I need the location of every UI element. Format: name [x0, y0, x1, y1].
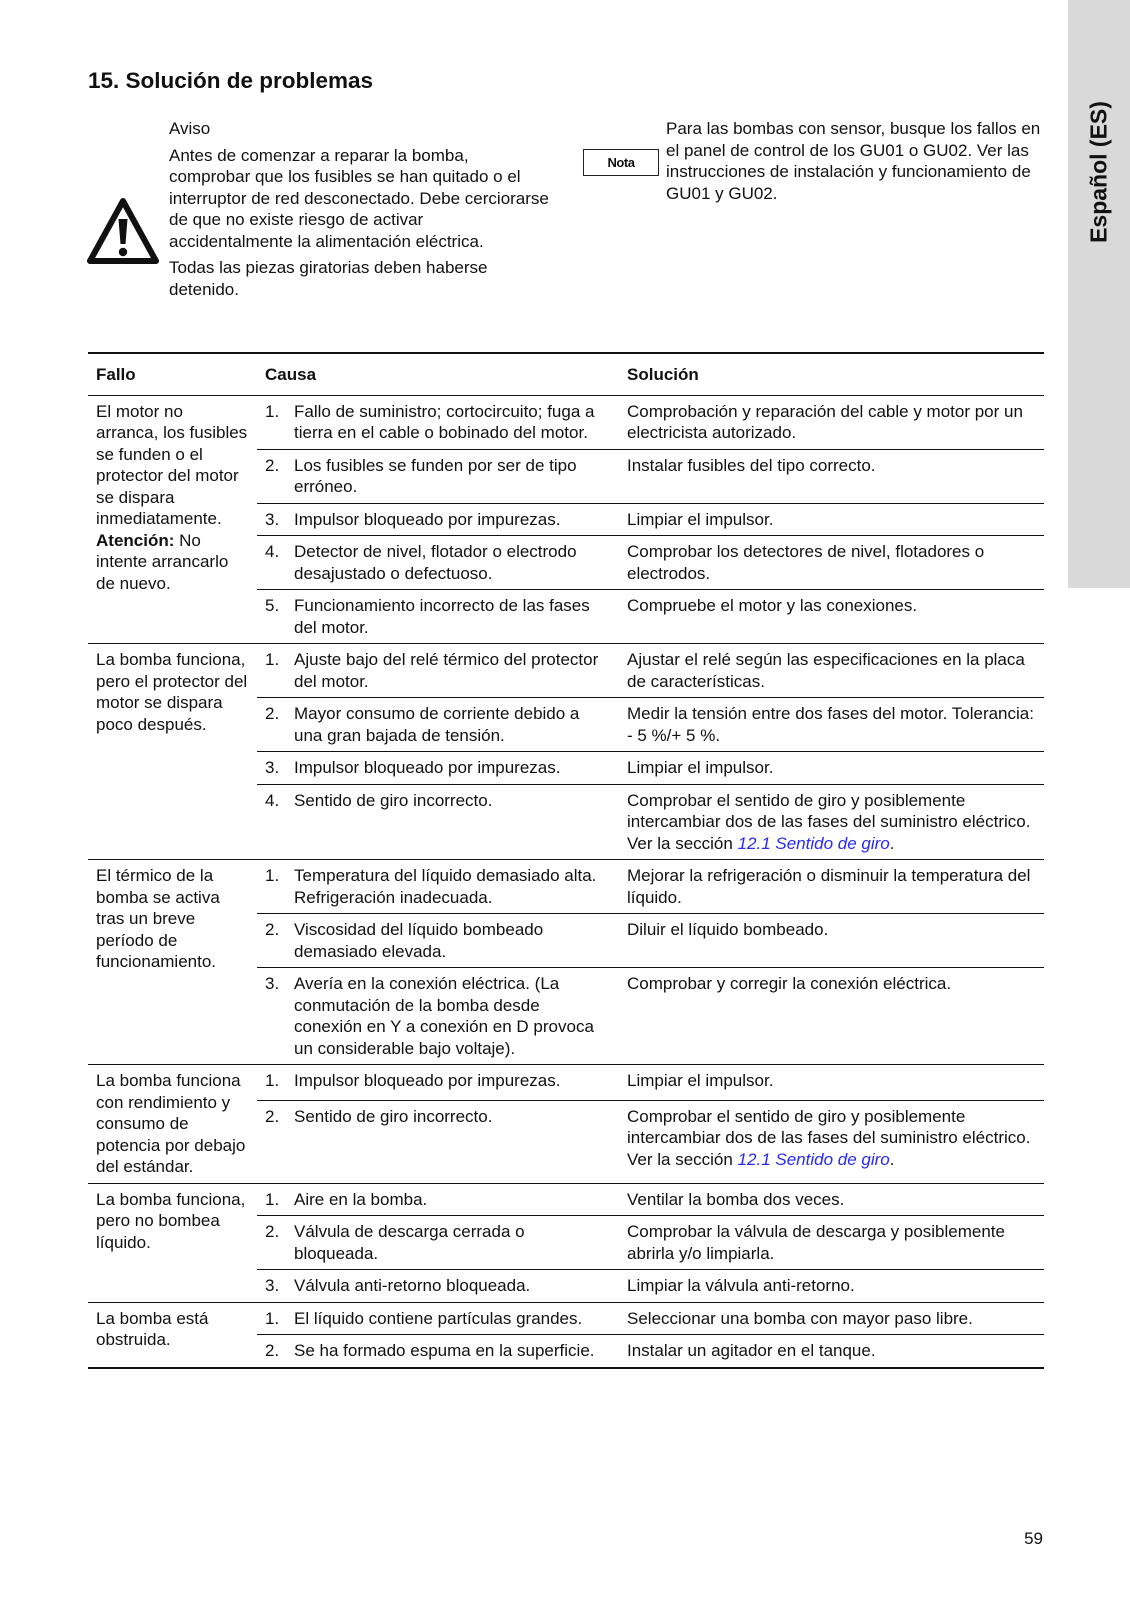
fault-text: El motor no arranca, los fusibles se funden o el protector del motor se dispara inmediatamente.	[96, 401, 248, 528]
table-row	[88, 860, 1044, 914]
warning-paragraph-1: Antes de comenzar a reparar la bomba, comprobar que los fusibles se han quitado o el interruptor de red desconectado. Debe cerciorarse de que no existe riesgo de activar accidentalmente la alimentación eléctrica.	[169, 145, 549, 251]
fault-text: La bomba está obstruida.	[96, 1308, 209, 1349]
solution-cell	[619, 1183, 1044, 1216]
solution-cell	[619, 590, 1044, 644]
cause-number: 1.	[265, 1189, 280, 1209]
cause-cell	[257, 449, 619, 503]
cause-number: 4.	[265, 542, 280, 561]
solution-cell	[619, 968, 1044, 1065]
solution-text-end: .	[889, 1149, 895, 1169]
solution-text: Limpiar el impulsor.	[627, 758, 774, 777]
table-row	[88, 1065, 1044, 1101]
cause-number: 3.	[265, 974, 280, 993]
cause-text: Válvula anti-retorno bloqueada.	[294, 1276, 531, 1295]
cause-text: Aire en la bomba.	[294, 1189, 428, 1209]
fault-attention-text: No intente arrancarlo de nuevo.	[96, 530, 229, 593]
solution-text: Compruebe el motor y las conexiones.	[627, 596, 918, 615]
cause-text: Los fusibles se funden por ser de tipo erróneo.	[294, 455, 577, 496]
solution-cell	[619, 914, 1044, 968]
fault-cell	[88, 1183, 257, 1302]
table-row	[88, 395, 1044, 449]
solution-cell	[619, 698, 1044, 752]
cause-text: Sentido de giro incorrecto.	[294, 790, 493, 810]
fault-text: La bomba funciona, pero el protector del motor se dispara poco después.	[96, 650, 248, 734]
cause-text: Mayor consumo de corriente debido a una gran bajada de tensión.	[294, 704, 580, 745]
solution-cell	[619, 1216, 1044, 1270]
cause-number: 1.	[265, 401, 280, 421]
note-text: Para las bombas con sensor, busque los fallos en el panel de control de los GU01 o GU02. Ver las instrucciones de instalación y funcionamiento de GU01 y GU02.	[666, 119, 1041, 203]
solution-text: Instalar fusibles del tipo correcto.	[627, 455, 876, 475]
cause-number: 1.	[265, 1071, 280, 1090]
cause-text: Fallo de suministro; cortocircuito; fuga a tierra en el cable o bobinado del motor.	[294, 401, 595, 442]
cause-text: Ajuste bajo del relé térmico del protector del motor.	[294, 650, 599, 691]
solution-text: Comprobar el sentido de giro y posiblemente intercambiar dos de las fases del suministro eléctrico. Ver la sección	[627, 1106, 1031, 1169]
cause-cell	[257, 395, 619, 449]
fault-cell	[88, 1065, 257, 1184]
fault-cell	[88, 1302, 257, 1368]
cause-text: Válvula de descarga cerrada o bloqueada.	[294, 1222, 525, 1263]
solution-cell	[619, 395, 1044, 449]
header-causa: Causa	[257, 353, 619, 395]
page-number: 59	[1024, 1529, 1043, 1548]
cause-cell	[257, 1216, 619, 1270]
solution-cell	[619, 1335, 1044, 1368]
warning-paragraph-2: Todas las piezas giratorias deben haberse detenido.	[169, 258, 488, 299]
cause-number: 2.	[265, 1341, 280, 1360]
solution-text: Mejorar la refrigeración o disminuir la temperatura del líquido.	[627, 866, 1031, 907]
cause-cell	[257, 698, 619, 752]
cause-cell	[257, 644, 619, 698]
cause-number: 3.	[265, 509, 280, 529]
cause-text: Funcionamiento incorrecto de las fases del motor.	[294, 596, 590, 637]
fault-cell	[88, 860, 257, 1065]
solution-text: Limpiar el impulsor.	[627, 1071, 774, 1090]
cause-number: 2.	[265, 1106, 280, 1126]
cause-number: 2.	[265, 920, 280, 939]
cause-cell	[257, 1270, 619, 1303]
cause-text: Temperatura del líquido demasiado alta. Refrigeración inadecuada.	[294, 866, 597, 907]
solution-text: Limpiar la válvula anti-retorno.	[627, 1276, 855, 1295]
solution-text-end: .	[889, 833, 895, 853]
solution-text: Seleccionar una bomba con mayor paso libre.	[627, 1308, 973, 1328]
fault-cell	[88, 644, 257, 860]
cause-cell	[257, 1335, 619, 1368]
solution-text: Comprobar el sentido de giro y posiblemente intercambiar dos de las fases del suministro eléctrico. Ver la sección	[627, 790, 1031, 853]
section-reference-link[interactable]: 12.1 Sentido de giro	[737, 1149, 890, 1169]
solution-text: Limpiar el impulsor.	[627, 509, 774, 529]
language-tab	[1068, 0, 1130, 588]
solution-text: Comprobación y reparación del cable y motor por un electricista autorizado.	[627, 401, 1023, 442]
note-label: Nota	[583, 149, 659, 176]
fault-cell	[88, 395, 257, 644]
solution-cell	[619, 860, 1044, 914]
table-row	[88, 1302, 1044, 1335]
cause-cell	[257, 1302, 619, 1335]
solution-cell	[619, 784, 1044, 860]
section-reference-link[interactable]: 12.1 Sentido de giro	[737, 833, 890, 853]
section-title: 15. Solución de problemas	[88, 68, 374, 93]
solution-cell	[619, 503, 1044, 536]
cause-cell	[257, 1183, 619, 1216]
solution-text: Ventilar la bomba dos veces.	[627, 1189, 845, 1209]
fault-text: La bomba funciona con rendimiento y consumo de potencia por debajo del estándar.	[96, 1071, 246, 1176]
solution-cell	[619, 1065, 1044, 1101]
cause-text: El líquido contiene partículas grandes.	[294, 1308, 583, 1328]
cause-cell	[257, 914, 619, 968]
cause-cell	[257, 536, 619, 590]
solution-text: Medir la tensión entre dos fases del motor. Tolerancia: - 5 %/+ 5 %.	[627, 704, 1034, 745]
cause-cell	[257, 860, 619, 914]
fault-attention-label: Atención:	[96, 530, 175, 550]
cause-number: 4.	[265, 790, 280, 810]
cause-text: Sentido de giro incorrecto.	[294, 1106, 493, 1126]
solution-text: Comprobar la válvula de descarga y posiblemente abrirla y/o limpiarla.	[627, 1222, 1005, 1263]
warning-heading: Aviso	[169, 119, 211, 138]
cause-number: 2.	[265, 455, 280, 475]
table-body	[88, 395, 1044, 1368]
cause-text: Impulsor bloqueado por impurezas.	[294, 1071, 561, 1090]
solution-cell	[619, 1270, 1044, 1303]
cause-text: Se ha formado espuma en la superficie.	[294, 1341, 595, 1360]
solution-cell	[619, 644, 1044, 698]
cause-number: 1.	[265, 650, 280, 669]
cause-text: Impulsor bloqueado por impurezas.	[294, 509, 561, 529]
cause-cell	[257, 590, 619, 644]
language-tab-label: Español (ES)	[1085, 101, 1112, 243]
solution-cell	[619, 536, 1044, 590]
table-row	[88, 1183, 1044, 1216]
solution-text: Diluir el líquido bombeado.	[627, 920, 829, 939]
warning-icon	[86, 196, 160, 266]
cause-number: 5.	[265, 596, 280, 615]
cause-number: 3.	[265, 1276, 280, 1295]
table-row	[88, 644, 1044, 698]
cause-cell	[257, 1065, 619, 1101]
solution-cell	[619, 752, 1044, 785]
cause-cell	[257, 752, 619, 785]
solution-text: Ajustar el relé según las especificaciones en la placa de características.	[627, 650, 1025, 691]
cause-cell	[257, 968, 619, 1065]
cause-number: 1.	[265, 866, 280, 885]
note-block	[666, 118, 1046, 204]
solution-cell	[619, 1302, 1044, 1335]
cause-cell	[257, 1100, 619, 1183]
fault-text: El térmico de la bomba se activa tras un breve período de funcionamiento.	[96, 866, 220, 971]
cause-text: Viscosidad del líquido bombeado demasiado elevada.	[294, 920, 544, 961]
cause-text: Impulsor bloqueado por impurezas.	[294, 758, 561, 777]
cause-number: 2.	[265, 1222, 280, 1241]
table-header-row	[88, 353, 1044, 395]
solution-cell	[619, 449, 1044, 503]
fault-text: La bomba funciona, pero no bombea líquido.	[96, 1189, 246, 1252]
cause-text: Avería en la conexión eléctrica. (La conmutación de la bomba desde conexión en Y a conexión en D provoca un considerable bajo voltaje).	[294, 974, 594, 1058]
solution-text: Instalar un agitador en el tanque.	[627, 1341, 876, 1360]
cause-cell	[257, 784, 619, 860]
solution-text: Comprobar y corregir la conexión eléctrica.	[627, 974, 952, 993]
cause-number: 2.	[265, 704, 280, 723]
warning-block	[169, 118, 549, 305]
cause-cell	[257, 503, 619, 536]
cause-number: 3.	[265, 758, 280, 777]
solution-text: Comprobar los detectores de nivel, flotadores o electrodos.	[627, 542, 985, 583]
header-solucion: Solución	[619, 353, 1044, 395]
cause-number: 1.	[265, 1308, 280, 1328]
troubleshooting-table	[88, 352, 1044, 1369]
solution-cell	[619, 1100, 1044, 1183]
cause-text: Detector de nivel, flotador o electrodo desajustado o defectuoso.	[294, 542, 577, 583]
header-fallo: Fallo	[88, 353, 257, 395]
